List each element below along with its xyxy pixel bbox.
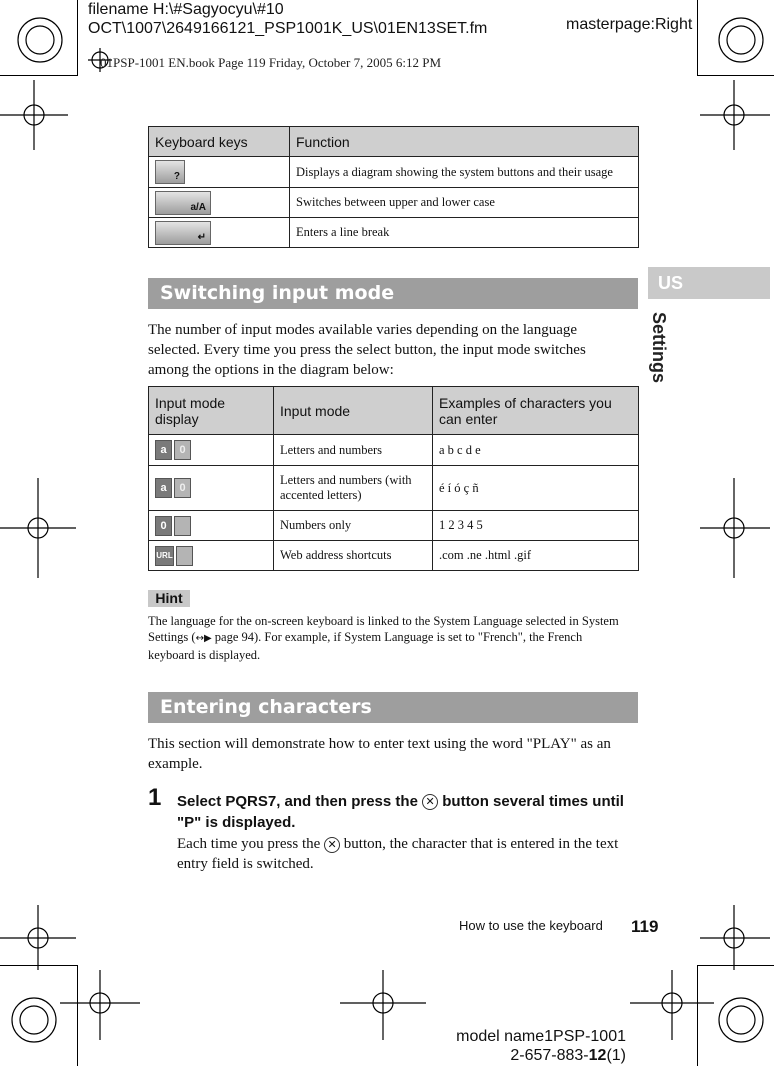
table-header-function: Function: [290, 127, 639, 157]
model-line-2: 2-657-883-12(1): [510, 1047, 626, 1064]
hint-text: The language for the on-screen keyboard is linked to the System Language selected in System Settings (↔▶ page 94). For example, if System Language is set to "French", the French keyboard is displayed.: [148, 614, 619, 662]
table-header-mode-display: Input mode display: [149, 387, 274, 435]
table-cell-mode: Letters and numbers (with accented letters): [274, 466, 433, 511]
table-header-mode: Input mode: [274, 387, 433, 435]
table-cell-function: Switches between upper and lower case: [290, 188, 639, 218]
accented-letters-mode-icon: a 0: [155, 478, 191, 498]
table-cell-examples: .com .ne .html .gif: [433, 541, 639, 571]
header-book-info: 01PSP-1001 EN.book Page 119 Friday, October 7, 2005 6:12 PM: [100, 55, 442, 70]
line-break-key-icon: ↵: [155, 221, 211, 245]
table-row: [149, 218, 639, 248]
page-number: 119: [631, 917, 659, 936]
table-row: [149, 157, 639, 188]
table-row: [149, 435, 639, 466]
table-cell-mode: Letters and numbers: [274, 435, 433, 466]
help-key-icon: ?: [155, 160, 185, 184]
model-line-1: model name1PSP-1001: [456, 1028, 626, 1045]
table-row: [149, 511, 639, 541]
case-toggle-key-icon: a/A: [155, 191, 211, 215]
numbers-only-mode-icon: 0: [155, 516, 191, 536]
table-cell-mode: Web address shortcuts: [274, 541, 433, 571]
filename-line-2: OCT\1007\2649166121_PSP1001K_US\01EN13SET.fm: [88, 20, 488, 37]
table-cell-examples: 1 2 3 4 5: [433, 511, 639, 541]
side-tab-section: Settings: [649, 312, 669, 384]
cross-button-icon: ✕: [422, 794, 438, 810]
table-header-keys: Keyboard keys: [149, 127, 290, 157]
step-number: 1: [148, 784, 162, 811]
table-cell-mode: Numbers only: [274, 511, 433, 541]
letters-numbers-mode-icon: a 0: [155, 440, 191, 460]
step-body: Each time you press the ✕ button, the character that is entered in the text entry field is switched.: [177, 836, 619, 872]
table-cell-function: Enters a line break: [290, 218, 639, 248]
header-masterpage: masterpage:Right: [566, 16, 693, 33]
footer-model-info: [450, 1027, 626, 1065]
cross-button-icon: ✕: [324, 837, 340, 853]
keyboard-keys-table: [148, 126, 639, 248]
input-mode-table: [148, 386, 639, 571]
section1-paragraph: The number of input modes available varies depending on the language selected. Every time you press the select button, the input mode switches among the options in the diagram below:: [148, 322, 586, 378]
table-cell-examples: é í ó ç ñ: [433, 466, 639, 511]
table-cell-examples: a b c d e: [433, 435, 639, 466]
step-heading: Select PQRS7, and then press the ✕ button several times until "P" is displayed.: [177, 793, 624, 831]
side-tab-region: US: [648, 267, 770, 299]
filename-line-1: filename H:\#Sagyocyu\#10: [88, 1, 284, 18]
header-filename: [88, 0, 487, 38]
table-row: [149, 541, 639, 571]
hint-badge: Hint: [148, 590, 190, 607]
section-title-entering-characters: Entering characters: [148, 692, 638, 723]
table-cell-function: Displays a diagram showing the system buttons and their usage: [290, 157, 639, 188]
table-row: [149, 188, 639, 218]
page-reference-arrow-icon: ↔▶: [195, 633, 212, 644]
footer-section-title: How to use the keyboard: [459, 918, 603, 933]
table-header-examples: Examples of characters you can enter: [433, 387, 639, 435]
table-row: [149, 466, 639, 511]
section2-paragraph: This section will demonstrate how to enter text using the word "PLAY" as an example.: [148, 736, 611, 772]
web-address-mode-icon: URL: [155, 546, 193, 566]
section-title-switching-input-mode: Switching input mode: [148, 278, 638, 309]
